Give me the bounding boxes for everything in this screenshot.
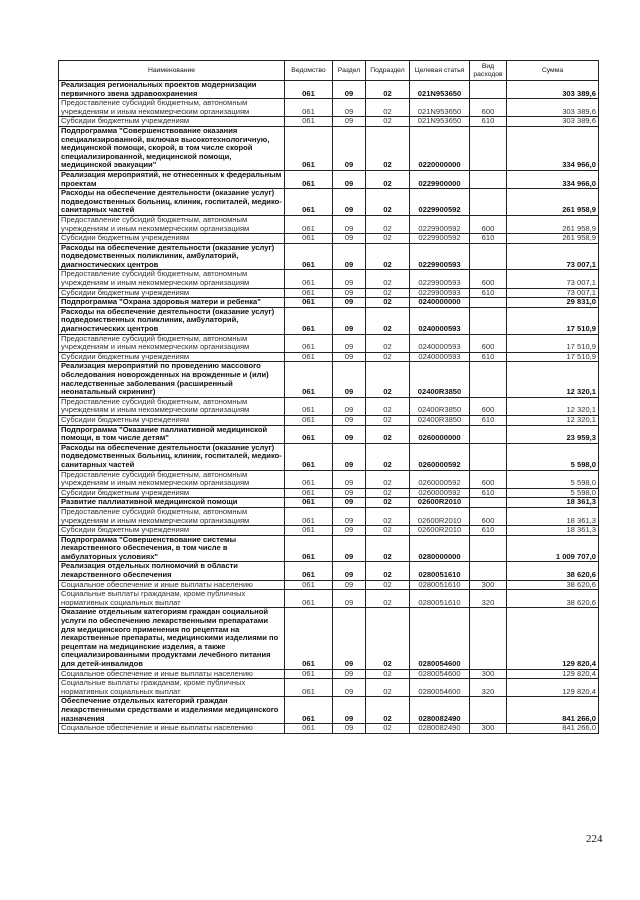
cell-vedomstvo: 061	[285, 307, 333, 334]
cell-razdel: 09	[333, 425, 366, 443]
cell-razdel: 09	[333, 189, 366, 216]
cell-summa: 38 620,6	[507, 562, 599, 580]
table-row	[59, 170, 599, 188]
cell-vedomstvo: 061	[285, 608, 333, 669]
cell-vid-raskhodov: 600	[470, 270, 507, 288]
cell-tselevaya-statya: 02400R3850	[410, 397, 470, 415]
cell-vedomstvo: 061	[285, 724, 333, 734]
cell-vedomstvo: 061	[285, 415, 333, 425]
cell-podrazdel: 02	[366, 234, 410, 244]
table-row	[59, 397, 599, 415]
cell-summa: 12 320,1	[507, 415, 599, 425]
cell-name: Субсидии бюджетным учреждениям	[59, 488, 285, 498]
cell-tselevaya-statya: 0260000592	[410, 488, 470, 498]
cell-name: Предоставление субсидий бюджетным, автономным учреждениям и иным некоммерческим организациям	[59, 334, 285, 352]
cell-name: Предоставление субсидий бюджетным, автономным учреждениям и иным некоммерческим организациям	[59, 507, 285, 525]
cell-razdel: 09	[333, 307, 366, 334]
table-row	[59, 608, 599, 669]
table-row	[59, 334, 599, 352]
cell-podrazdel: 02	[366, 334, 410, 352]
cell-vid-raskhodov: 610	[470, 117, 507, 127]
cell-tselevaya-statya: 021N953650	[410, 117, 470, 127]
cell-summa: 841 266,0	[507, 697, 599, 724]
budget-table	[58, 60, 599, 734]
cell-vedomstvo: 061	[285, 99, 333, 117]
cell-vid-raskhodov	[470, 170, 507, 188]
cell-name: Субсидии бюджетным учреждениям	[59, 352, 285, 362]
cell-vedomstvo: 061	[285, 507, 333, 525]
cell-summa: 18 361,3	[507, 507, 599, 525]
cell-name: Расходы на обеспечение деятельности (оказание услуг) подведомственных поликлиник, амбулаторий, диагностических центров	[59, 307, 285, 334]
cell-razdel: 09	[333, 126, 366, 170]
table-row	[59, 526, 599, 536]
cell-name: Подпрограмма "Совершенствование системы лекарственного обеспечения, в том числе в амбулаторных условиях"	[59, 535, 285, 562]
cell-razdel: 09	[333, 298, 366, 308]
cell-summa: 29 831,0	[507, 298, 599, 308]
cell-razdel: 09	[333, 679, 366, 697]
cell-razdel: 09	[333, 415, 366, 425]
cell-tselevaya-statya: 0280054600	[410, 669, 470, 679]
cell-razdel: 09	[333, 562, 366, 580]
cell-podrazdel: 02	[366, 415, 410, 425]
cell-vid-raskhodov: 600	[470, 215, 507, 233]
cell-razdel: 09	[333, 507, 366, 525]
cell-vid-raskhodov: 610	[470, 526, 507, 536]
page-number: 224	[586, 833, 603, 845]
cell-vid-raskhodov: 600	[470, 99, 507, 117]
cell-podrazdel: 02	[366, 270, 410, 288]
cell-vid-raskhodov	[470, 697, 507, 724]
cell-podrazdel: 02	[366, 580, 410, 590]
table-row	[59, 562, 599, 580]
cell-razdel: 09	[333, 81, 366, 99]
cell-tselevaya-statya: 0280082490	[410, 724, 470, 734]
cell-podrazdel: 02	[366, 126, 410, 170]
cell-vid-raskhodov: 600	[470, 397, 507, 415]
cell-summa: 5 598,0	[507, 488, 599, 498]
cell-podrazdel: 02	[366, 170, 410, 188]
cell-vid-raskhodov	[470, 126, 507, 170]
cell-podrazdel: 02	[366, 425, 410, 443]
cell-tselevaya-statya: 0280000000	[410, 535, 470, 562]
header-row	[59, 61, 599, 81]
cell-tselevaya-statya: 0240000000	[410, 298, 470, 308]
cell-razdel: 09	[333, 498, 366, 508]
cell-vedomstvo: 061	[285, 126, 333, 170]
cell-vid-raskhodov: 600	[470, 470, 507, 488]
cell-summa: 261 958,9	[507, 215, 599, 233]
cell-razdel: 09	[333, 697, 366, 724]
table-row	[59, 425, 599, 443]
cell-podrazdel: 02	[366, 590, 410, 608]
cell-vedomstvo: 061	[285, 215, 333, 233]
cell-vedomstvo: 061	[285, 189, 333, 216]
cell-summa: 17 510,9	[507, 352, 599, 362]
cell-name: Социальное обеспечение и иные выплаты населению	[59, 580, 285, 590]
cell-razdel: 09	[333, 724, 366, 734]
cell-razdel: 09	[333, 362, 366, 397]
cell-vid-raskhodov: 300	[470, 580, 507, 590]
cell-vid-raskhodov: 320	[470, 590, 507, 608]
cell-tselevaya-statya: 0260000592	[410, 470, 470, 488]
cell-summa: 334 966,0	[507, 126, 599, 170]
cell-tselevaya-statya: 0240000593	[410, 307, 470, 334]
cell-vedomstvo: 061	[285, 81, 333, 99]
cell-vid-raskhodov	[470, 535, 507, 562]
cell-vid-raskhodov	[470, 81, 507, 99]
table-row	[59, 126, 599, 170]
cell-name: Реализация мероприятий, не отнесенных к федеральным проектам	[59, 170, 285, 188]
cell-vid-raskhodov	[470, 608, 507, 669]
cell-tselevaya-statya: 0229900000	[410, 170, 470, 188]
cell-name: Реализация мероприятий по проведению массового обследования новорожденных на врожденные и (или) наследственные заболевания (расширенный неонатальный скрининг)	[59, 362, 285, 397]
header-podrazdel: Подраздел	[366, 61, 410, 81]
cell-summa: 261 958,9	[507, 189, 599, 216]
cell-summa: 334 966,0	[507, 170, 599, 188]
cell-razdel: 09	[333, 234, 366, 244]
table-row	[59, 679, 599, 697]
cell-tselevaya-statya: 0229900592	[410, 189, 470, 216]
table-row	[59, 99, 599, 117]
cell-tselevaya-statya: 0280082490	[410, 697, 470, 724]
cell-name: Оказание отдельным категориям граждан социальной услуги по обеспечению лекарственными препаратами для медицинского применения по рецептам на лекарственные препараты, медицинскими изделиями по рецептам на медицинские изделия, а также специализированными продуктами лечебного питания для детей-инвалидов	[59, 608, 285, 669]
cell-name: Субсидии бюджетным учреждениям	[59, 415, 285, 425]
cell-tselevaya-statya: 0280054600	[410, 608, 470, 669]
cell-tselevaya-statya: 0260000000	[410, 425, 470, 443]
cell-summa: 1 009 707,0	[507, 535, 599, 562]
cell-vedomstvo: 061	[285, 234, 333, 244]
cell-podrazdel: 02	[366, 697, 410, 724]
cell-tselevaya-statya: 0260000592	[410, 443, 470, 470]
cell-name: Расходы на обеспечение деятельности (оказание услуг) подведомственных поликлиник, амбулаторий, диагностических центров	[59, 243, 285, 270]
cell-vedomstvo: 061	[285, 117, 333, 127]
cell-tselevaya-statya: 02600R2010	[410, 498, 470, 508]
table-row	[59, 215, 599, 233]
cell-vedomstvo: 061	[285, 443, 333, 470]
cell-vedomstvo: 061	[285, 498, 333, 508]
cell-name: Социальные выплаты гражданам, кроме публичных нормативных социальных выплат	[59, 679, 285, 697]
cell-summa: 73 007,1	[507, 288, 599, 298]
cell-razdel: 09	[333, 215, 366, 233]
cell-vedomstvo: 061	[285, 697, 333, 724]
cell-name: Обеспечение отдельных категорий граждан лекарственными средствами и изделиями медицинского назначения	[59, 697, 285, 724]
cell-vedomstvo: 061	[285, 562, 333, 580]
cell-tselevaya-statya: 0240000593	[410, 334, 470, 352]
cell-vedomstvo: 061	[285, 590, 333, 608]
cell-name: Предоставление субсидий бюджетным, автономным учреждениям и иным некоммерческим организациям	[59, 99, 285, 117]
cell-podrazdel: 02	[366, 288, 410, 298]
cell-tselevaya-statya: 0240000593	[410, 352, 470, 362]
cell-name: Социальные выплаты гражданам, кроме публичных нормативных социальных выплат	[59, 590, 285, 608]
cell-vedomstvo: 061	[285, 488, 333, 498]
cell-vedomstvo: 061	[285, 362, 333, 397]
cell-name: Предоставление субсидий бюджетным, автономным учреждениям и иным некоммерческим организациям	[59, 470, 285, 488]
cell-vedomstvo: 061	[285, 669, 333, 679]
header-razdel: Раздел	[333, 61, 366, 81]
cell-podrazdel: 02	[366, 307, 410, 334]
cell-podrazdel: 02	[366, 243, 410, 270]
cell-summa: 17 510,9	[507, 307, 599, 334]
cell-razdel: 09	[333, 488, 366, 498]
cell-podrazdel: 02	[366, 298, 410, 308]
cell-podrazdel: 02	[366, 99, 410, 117]
table-row	[59, 270, 599, 288]
cell-vid-raskhodov	[470, 298, 507, 308]
header-summa: Сумма	[507, 61, 599, 81]
cell-podrazdel: 02	[366, 608, 410, 669]
cell-tselevaya-statya: 02400R3850	[410, 362, 470, 397]
cell-tselevaya-statya: 0229900592	[410, 234, 470, 244]
cell-podrazdel: 02	[366, 352, 410, 362]
cell-razdel: 09	[333, 580, 366, 590]
cell-vid-raskhodov: 600	[470, 334, 507, 352]
cell-tselevaya-statya: 0229900593	[410, 288, 470, 298]
cell-summa: 841 266,0	[507, 724, 599, 734]
table-row	[59, 470, 599, 488]
cell-summa: 38 620,6	[507, 590, 599, 608]
cell-razdel: 09	[333, 590, 366, 608]
cell-vid-raskhodov	[470, 307, 507, 334]
cell-vid-raskhodov: 610	[470, 415, 507, 425]
cell-summa: 261 958,9	[507, 234, 599, 244]
cell-vedomstvo: 061	[285, 270, 333, 288]
cell-name: Предоставление субсидий бюджетным, автономным учреждениям и иным некоммерческим организациям	[59, 215, 285, 233]
cell-vid-raskhodov: 300	[470, 724, 507, 734]
cell-name: Субсидии бюджетным учреждениям	[59, 117, 285, 127]
cell-vid-raskhodov: 610	[470, 288, 507, 298]
cell-tselevaya-statya: 021N953650	[410, 99, 470, 117]
table-row	[59, 362, 599, 397]
cell-tselevaya-statya: 0229900593	[410, 270, 470, 288]
cell-vid-raskhodov	[470, 443, 507, 470]
cell-summa: 5 598,0	[507, 470, 599, 488]
cell-tselevaya-statya: 02400R3850	[410, 415, 470, 425]
table-row	[59, 535, 599, 562]
cell-razdel: 09	[333, 397, 366, 415]
cell-vid-raskhodov	[470, 243, 507, 270]
cell-tselevaya-statya: 0280051610	[410, 562, 470, 580]
header-tselevaya-statya: Целевая статья	[410, 61, 470, 81]
cell-podrazdel: 02	[366, 488, 410, 498]
cell-podrazdel: 02	[366, 215, 410, 233]
table-row	[59, 443, 599, 470]
cell-tselevaya-statya: 0229900592	[410, 215, 470, 233]
cell-name: Предоставление субсидий бюджетным, автономным учреждениям и иным некоммерческим организациям	[59, 397, 285, 415]
cell-summa: 73 007,1	[507, 270, 599, 288]
cell-summa: 303 389,6	[507, 99, 599, 117]
cell-vedomstvo: 061	[285, 526, 333, 536]
cell-vedomstvo: 061	[285, 352, 333, 362]
table-row	[59, 307, 599, 334]
cell-vedomstvo: 061	[285, 288, 333, 298]
cell-vid-raskhodov	[470, 189, 507, 216]
table-row	[59, 697, 599, 724]
cell-razdel: 09	[333, 443, 366, 470]
cell-summa: 303 389,6	[507, 81, 599, 99]
cell-summa: 18 361,3	[507, 498, 599, 508]
cell-vid-raskhodov	[470, 425, 507, 443]
cell-summa: 12 320,1	[507, 397, 599, 415]
table-row	[59, 298, 599, 308]
cell-vedomstvo: 061	[285, 679, 333, 697]
cell-vedomstvo: 061	[285, 580, 333, 590]
cell-podrazdel: 02	[366, 470, 410, 488]
cell-summa: 12 320,1	[507, 362, 599, 397]
header-vid-raskhodov: Вид расходов	[470, 61, 507, 81]
cell-vid-raskhodov: 320	[470, 679, 507, 697]
cell-podrazdel: 02	[366, 117, 410, 127]
cell-vedomstvo: 061	[285, 170, 333, 188]
cell-razdel: 09	[333, 334, 366, 352]
cell-tselevaya-statya: 02600R2010	[410, 526, 470, 536]
cell-tselevaya-statya: 021N953650	[410, 81, 470, 99]
cell-name: Реализация региональных проектов модернизации первичного звена здравоохранения	[59, 81, 285, 99]
table-row	[59, 189, 599, 216]
cell-vid-raskhodov	[470, 362, 507, 397]
cell-name: Подпрограмма "Оказание паллиативной медицинской помощи, в том числе детям"	[59, 425, 285, 443]
cell-podrazdel: 02	[366, 443, 410, 470]
cell-summa: 303 389,6	[507, 117, 599, 127]
cell-name: Субсидии бюджетным учреждениям	[59, 526, 285, 536]
cell-vedomstvo: 061	[285, 470, 333, 488]
cell-razdel: 09	[333, 669, 366, 679]
cell-podrazdel: 02	[366, 362, 410, 397]
cell-podrazdel: 02	[366, 498, 410, 508]
cell-tselevaya-statya: 0280051610	[410, 590, 470, 608]
cell-summa: 38 620,6	[507, 580, 599, 590]
cell-name: Подпрограмма "Совершенствование оказания специализированной, включая высокотехнологичную, медицинской помощи, скорой, в том числе скорой специализированной, медицинской помощи, медицинской эвакуации"	[59, 126, 285, 170]
cell-name: Социальное обеспечение и иные выплаты населению	[59, 724, 285, 734]
cell-podrazdel: 02	[366, 526, 410, 536]
cell-podrazdel: 02	[366, 535, 410, 562]
cell-summa: 129 820,4	[507, 679, 599, 697]
cell-tselevaya-statya: 0280051610	[410, 580, 470, 590]
cell-vedomstvo: 061	[285, 334, 333, 352]
table-row	[59, 81, 599, 99]
cell-vid-raskhodov: 610	[470, 488, 507, 498]
cell-name: Подпрограмма "Охрана здоровья матери и ребенка"	[59, 298, 285, 308]
cell-razdel: 09	[333, 270, 366, 288]
table-row	[59, 234, 599, 244]
cell-name: Расходы на обеспечение деятельности (оказание услуг) подведомственных больниц, клиник, госпиталей, медико-санитарных частей	[59, 443, 285, 470]
cell-podrazdel: 02	[366, 669, 410, 679]
table-body	[59, 81, 599, 734]
cell-tselevaya-statya: 0220000000	[410, 126, 470, 170]
cell-tselevaya-statya: 0229900593	[410, 243, 470, 270]
cell-summa: 23 959,3	[507, 425, 599, 443]
cell-razdel: 09	[333, 608, 366, 669]
cell-vid-raskhodov: 610	[470, 234, 507, 244]
cell-podrazdel: 02	[366, 507, 410, 525]
cell-razdel: 09	[333, 288, 366, 298]
header-name: Наименование	[59, 61, 285, 81]
cell-razdel: 09	[333, 117, 366, 127]
cell-name: Субсидии бюджетным учреждениям	[59, 288, 285, 298]
table-header	[59, 61, 599, 81]
cell-podrazdel: 02	[366, 562, 410, 580]
table-row	[59, 724, 599, 734]
cell-name: Расходы на обеспечение деятельности (оказание услуг) подведомственных больниц, клиник, госпиталей, медико-санитарных частей	[59, 189, 285, 216]
cell-podrazdel: 02	[366, 81, 410, 99]
cell-summa: 129 820,4	[507, 669, 599, 679]
cell-razdel: 09	[333, 352, 366, 362]
cell-vid-raskhodov	[470, 498, 507, 508]
cell-razdel: 09	[333, 243, 366, 270]
cell-tselevaya-statya: 02600R2010	[410, 507, 470, 525]
cell-podrazdel: 02	[366, 679, 410, 697]
table-row	[59, 243, 599, 270]
cell-vid-raskhodov: 610	[470, 352, 507, 362]
table-row	[59, 507, 599, 525]
cell-podrazdel: 02	[366, 397, 410, 415]
cell-name: Субсидии бюджетным учреждениям	[59, 234, 285, 244]
cell-podrazdel: 02	[366, 724, 410, 734]
cell-vid-raskhodov: 600	[470, 507, 507, 525]
cell-razdel: 09	[333, 535, 366, 562]
cell-razdel: 09	[333, 526, 366, 536]
cell-vid-raskhodov: 300	[470, 669, 507, 679]
table-row	[59, 498, 599, 508]
cell-name: Предоставление субсидий бюджетным, автономным учреждениям и иным некоммерческим организациям	[59, 270, 285, 288]
cell-summa: 73 007,1	[507, 243, 599, 270]
cell-vedomstvo: 061	[285, 397, 333, 415]
cell-podrazdel: 02	[366, 189, 410, 216]
header-vedomstvo: Ведомство	[285, 61, 333, 81]
cell-tselevaya-statya: 0280054600	[410, 679, 470, 697]
cell-name: Развитие паллиативной медицинской помощи	[59, 498, 285, 508]
cell-razdel: 09	[333, 99, 366, 117]
cell-razdel: 09	[333, 470, 366, 488]
cell-summa: 129 820,4	[507, 608, 599, 669]
cell-vedomstvo: 061	[285, 298, 333, 308]
cell-summa: 18 361,3	[507, 526, 599, 536]
table-row	[59, 590, 599, 608]
cell-razdel: 09	[333, 170, 366, 188]
cell-name: Реализация отдельных полномочий в области лекарственного обеспечения	[59, 562, 285, 580]
cell-summa: 17 510,9	[507, 334, 599, 352]
cell-vedomstvo: 061	[285, 425, 333, 443]
cell-vedomstvo: 061	[285, 243, 333, 270]
cell-vid-raskhodov	[470, 562, 507, 580]
cell-name: Социальное обеспечение и иные выплаты населению	[59, 669, 285, 679]
cell-summa: 5 598,0	[507, 443, 599, 470]
cell-vedomstvo: 061	[285, 535, 333, 562]
table-row	[59, 415, 599, 425]
